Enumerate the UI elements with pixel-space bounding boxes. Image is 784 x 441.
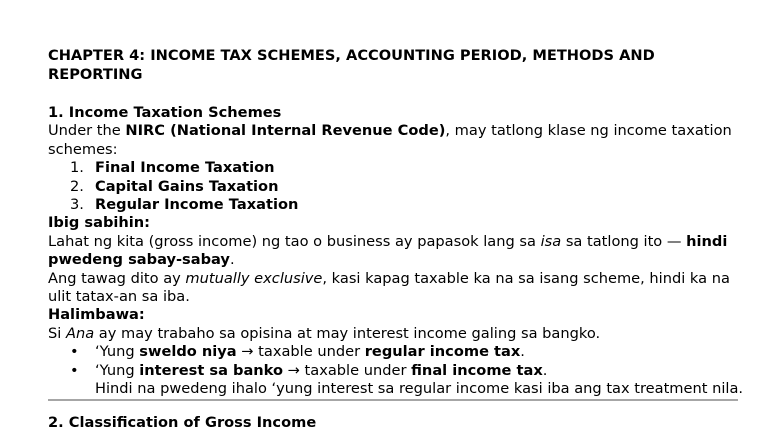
scheme-label: Regular Income Taxation [95,196,299,214]
list-item-scheme [48,196,748,214]
meaning-heading: Ibig sabihin: [48,214,151,232]
section-heading-income-taxation-schemes: 1. Income Taxation Schemes [48,104,282,121]
section-heading-classification-of-gross-income: 2. Classification of Gross Income [48,413,317,431]
list-item-bullet [48,343,748,361]
bullet-text-pre: ‘Yung [95,343,140,361]
intro-paragraph [48,122,748,159]
bullet-text-bold2: regular income tax [364,343,521,361]
bullet-text-extra: Hindi na pwedeng ihalo ‘yung interest sa regular income kasi iba ang tax treatment nila. [95,380,744,398]
bullet-text-pre: ‘Yung [95,361,140,379]
bullet-text-bold1: sweldo niya [139,343,237,361]
example-text-ana: Ana [65,324,95,342]
list-number: 1. [70,159,84,177]
example-text-pre: Si [48,324,66,342]
exclusive-text-italic: mutually exclusive [185,269,323,287]
schemes-list [48,159,748,214]
intro-text-nirc: NIRC (National Internal Revenue Code) [125,122,446,140]
meaning-text-pre: Lahat ng kita (gross income) ng tao o business ay papasok lang sa [48,232,541,250]
meaning-text-bold: hindi pwedeng sabay-sabay [48,232,728,269]
exclusive-paragraph [48,270,748,307]
list-item-scheme [48,159,748,177]
bullet-text-mid: → taxable under [236,343,365,361]
scheme-label: Capital Gains Taxation [95,177,279,195]
section-divider [48,399,738,401]
bullet-icon: • [70,361,79,379]
bullet-text-bold1: interest sa banko [139,361,284,379]
chapter-title: CHAPTER 4: INCOME TAX SCHEMES, ACCOUNTING PERIOD, METHODS AND REPORTING [48,47,655,83]
bullet-text-bold2: final income tax [411,361,543,379]
bullet-text-end: . [542,361,548,379]
bullet-text-mid: → taxable under [283,361,412,379]
list-item-scheme [48,178,748,196]
example-paragraph [48,325,748,343]
scheme-label: Final Income Taxation [95,159,275,177]
bullet-icon: • [70,343,79,361]
list-number: 2. [70,177,84,195]
intro-text-pre: Under the [48,122,126,140]
example-heading: Halimbawa: [48,306,145,324]
meaning-text-end: . [229,251,235,269]
exclusive-text-post: , kasi kapag taxable ka na sa isang scheme, hindi ka na ulit tatax-an sa iba. [48,269,730,306]
intro-text-post: , may tatlong klase ng income taxation schemes: [48,122,732,158]
example-text-post: ay may trabaho sa opisina at may interest income galing sa bangko. [94,324,601,342]
meaning-text-mid: sa tatlong ito — [561,232,687,250]
meaning-paragraph [48,233,748,270]
meaning-text-isa: isa [540,232,562,250]
document-page [48,46,748,432]
list-number: 3. [70,196,84,214]
bullet-text-end: . [520,343,525,361]
list-item-bullet [48,362,748,399]
example-bullet-list [48,343,748,398]
exclusive-text-pre: Ang tawag dito ay [48,269,186,287]
